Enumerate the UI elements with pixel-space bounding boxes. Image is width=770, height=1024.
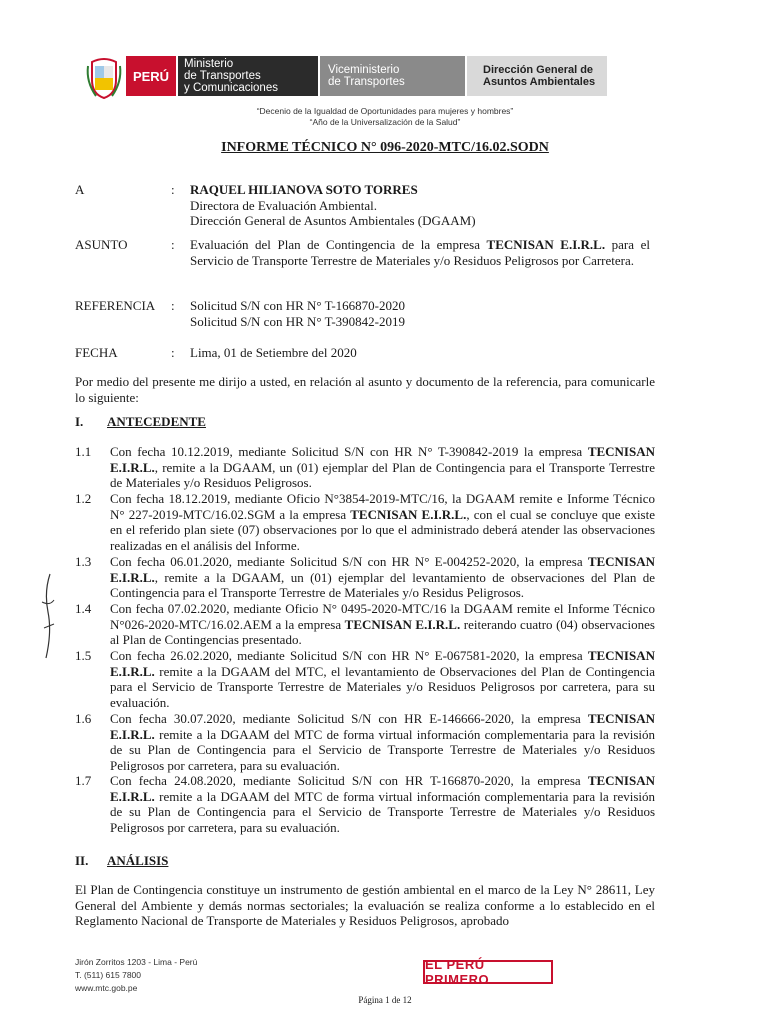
addressee-office: Dirección General de Asuntos Ambientales (DGAAM) <box>190 213 476 228</box>
company-name: TECNISAN E.I.R.L. <box>486 237 606 252</box>
item-text-part: Con fecha 10.12.2019, mediante Solicitud S/N con HR N° T-390842-2019 la empresa <box>110 444 588 459</box>
asunto-text: para el Servicio de Transporte Terrestre de Materiales y/o Residuos Peligrosos por Carretera. <box>190 237 650 268</box>
footer-website: www.mtc.gob.pe <box>75 983 138 993</box>
item-text-part: reiterando cuatro (04) observaciones al Plan de Contingencias presentado. <box>110 616 655 647</box>
section-number: II. <box>75 853 89 868</box>
item-text-part: , remite a la DGAAM, un (01) ejemplar del Plan de Contingencia para el Transporte Terrestre de Materiales y/o Residuos Peligrosos. <box>110 459 655 490</box>
addressee-role: Directora de Evaluación Ambiental. <box>190 197 377 213</box>
peru-logo: PERÚ <box>126 56 176 96</box>
reference-item: Solicitud S/N con HR N° T-390842-2019 <box>190 313 406 329</box>
company-name: TECNISAN E.I.R.L. <box>110 711 655 742</box>
company-name: TECNISAN E.I.R.L. <box>350 506 467 522</box>
company-name: TECNISAN E.I.R.L. <box>110 444 655 475</box>
item-text <box>110 648 655 710</box>
colon: : <box>171 345 175 360</box>
item-text <box>110 491 655 553</box>
a-value <box>190 182 650 229</box>
item-text <box>110 773 655 835</box>
slogan-logo: EL PERÚ PRIMERO <box>423 960 553 984</box>
item-text-part: Con fecha 24.08.2020, mediante Solicitud S/N con HR T-166870-2020, la empresa <box>110 773 588 788</box>
item-text-part: Con fecha 26.02.2020, mediante Solicitud S/N con HR N° E-067581-2020, la empresa <box>110 648 588 663</box>
section-number: I. <box>75 414 84 429</box>
item-number: 1.1 <box>75 444 92 459</box>
company-name: TECNISAN E.I.R.L. <box>110 773 655 804</box>
asunto-value <box>190 237 650 268</box>
item-text-part: Con fecha 30.07.2020, mediante Solicitud S/N con HR E-146666-2020, la empresa <box>110 711 588 726</box>
item-number: 1.5 <box>75 648 92 663</box>
item-number: 1.3 <box>75 554 92 569</box>
direccion-logo <box>467 56 607 96</box>
item-text-part: , con el cual se concluye que existe en el referido plan siete (07) observaciones por lo que el administrado deberá atender las observaciones realizadas en el análisis del Informe. <box>110 506 655 553</box>
referencia-label: REFERENCIA <box>75 298 156 313</box>
viceministerio-logo <box>320 56 465 96</box>
ministerio-line: y Comunicaciones <box>184 82 278 94</box>
item-text-part: Con fecha 18.12.2019, mediante Oficio N°3854-2019-MTC/16, la DGAAM remite e Informe Técnico N° 227-2019-MTC/16.02.SGM a la empresa <box>110 491 655 522</box>
colon: : <box>171 182 175 197</box>
item-text <box>110 554 655 601</box>
decenio-text: “Decenio de la Igualdad de Oportunidades para mujeres y hombres” <box>256 106 514 116</box>
ministerio-logo <box>178 56 318 96</box>
item-text-part: Con fecha 07.02.2020, mediante Oficio N° 0495-2020-MTC/16 la DGAAM remite el Informe Técnico N°026-2020-MTC/16.02.AEM a la empresa <box>110 601 655 632</box>
a-label: A <box>75 182 85 197</box>
company-name: TECNISAN E.I.R.L. <box>110 554 655 585</box>
asunto-label: ASUNTO <box>75 237 128 252</box>
fecha-label: FECHA <box>75 345 118 360</box>
section-title: ANTECEDENTE <box>107 414 206 429</box>
addressee-name: RAQUEL HILIANOVA SOTO TORRES <box>190 182 418 197</box>
coat-of-arms-icon <box>84 56 124 100</box>
item-text-part: remite a la DGAAM del MTC de forma virtual información complementaria para la revisión de su Plan de Contingencia para el Servicio de Transporte Terrestre de Materiales y/o Residuos Peligrosos por carretera, para su evaluación. <box>110 726 655 773</box>
viceministerio-line: de Transportes <box>328 76 405 88</box>
ministerio-line: de Transportes <box>184 70 261 82</box>
item-text <box>110 444 655 491</box>
item-text-part: remite a la DGAAM del MTC de forma virtual información complementaria para la revisión de su Plan de Contingencia para el Servicio de Transporte Terrestre de Materiales y/o Residuos Peligrosos por carretera, para su evaluación. <box>110 788 655 835</box>
ministerio-line: Ministerio <box>184 58 234 70</box>
item-text <box>110 711 655 773</box>
intro-paragraph: Por medio del presente me dirijo a usted, en relación al asunto y documento de la referencia, para comunicarle lo siguiente: <box>75 374 655 405</box>
page-number: Página 1 de 12 <box>358 995 412 1005</box>
company-name: TECNISAN E.I.R.L. <box>344 616 461 632</box>
colon: : <box>171 237 175 252</box>
referencia-value <box>190 298 650 329</box>
item-number: 1.4 <box>75 601 92 616</box>
item-number: 1.2 <box>75 491 92 506</box>
footer-address: Jirón Zorritos 1203 - Lima - Perú <box>75 957 198 967</box>
section-title: ANÁLISIS <box>107 853 169 868</box>
anio-text: “Año de la Universalización de la Salud” <box>309 117 461 127</box>
footer-phone: T. (511) 615 7800 <box>75 970 141 980</box>
direccion-line: Asuntos Ambientales <box>483 76 596 88</box>
item-number: 1.6 <box>75 711 92 726</box>
footer-contact <box>75 956 197 995</box>
company-name: TECNISAN E.I.R.L. <box>110 648 655 679</box>
asunto-text: Evaluación del Plan de Contingencia de la empresa <box>190 237 487 252</box>
item-text-part: remite a la DGAAM del MTC, el levantamiento de Observaciones del Plan de Contingencia para el Servicio de Transporte Terrestre de Materiales y/o Residuos Peligrosos por carretera, para su evaluación. <box>110 663 655 710</box>
item-text <box>110 601 655 648</box>
direccion-line: Dirección General de <box>483 64 594 76</box>
analisis-paragraph: El Plan de Contingencia constituye un instrumento de gestión ambiental en el marco de la Ley N° 28611, Ley General del Ambiente y demás normas sectoriales; la evaluación se realiza conforme a lo establecido en el Reglamento Nacional de Transporte de Materiales y Residuos Peligrosos, aprobado <box>75 882 655 928</box>
item-text-part: Con fecha 06.01.2020, mediante Solicitud S/N con HR N° E-004252-2020, la empresa <box>110 554 588 569</box>
document-title: INFORME TÉCNICO N° 096-2020-MTC/16.02.SODN <box>221 140 549 155</box>
colon: : <box>171 298 175 313</box>
viceministerio-line: Viceministerio <box>328 64 400 76</box>
item-number: 1.7 <box>75 773 92 788</box>
handwritten-initial <box>38 572 58 662</box>
item-text-part: , remite a la DGAAM, un (01) ejemplar del levantamiento de observaciones del Plan de Contingencia para el Transporte Terrestre de Materiales y/o Residus Peligrosos. <box>110 569 655 600</box>
reference-item: Solicitud S/N con HR N° T-166870-2020 <box>190 298 406 313</box>
fecha-value: Lima, 01 de Setiembre del 2020 <box>190 345 357 360</box>
